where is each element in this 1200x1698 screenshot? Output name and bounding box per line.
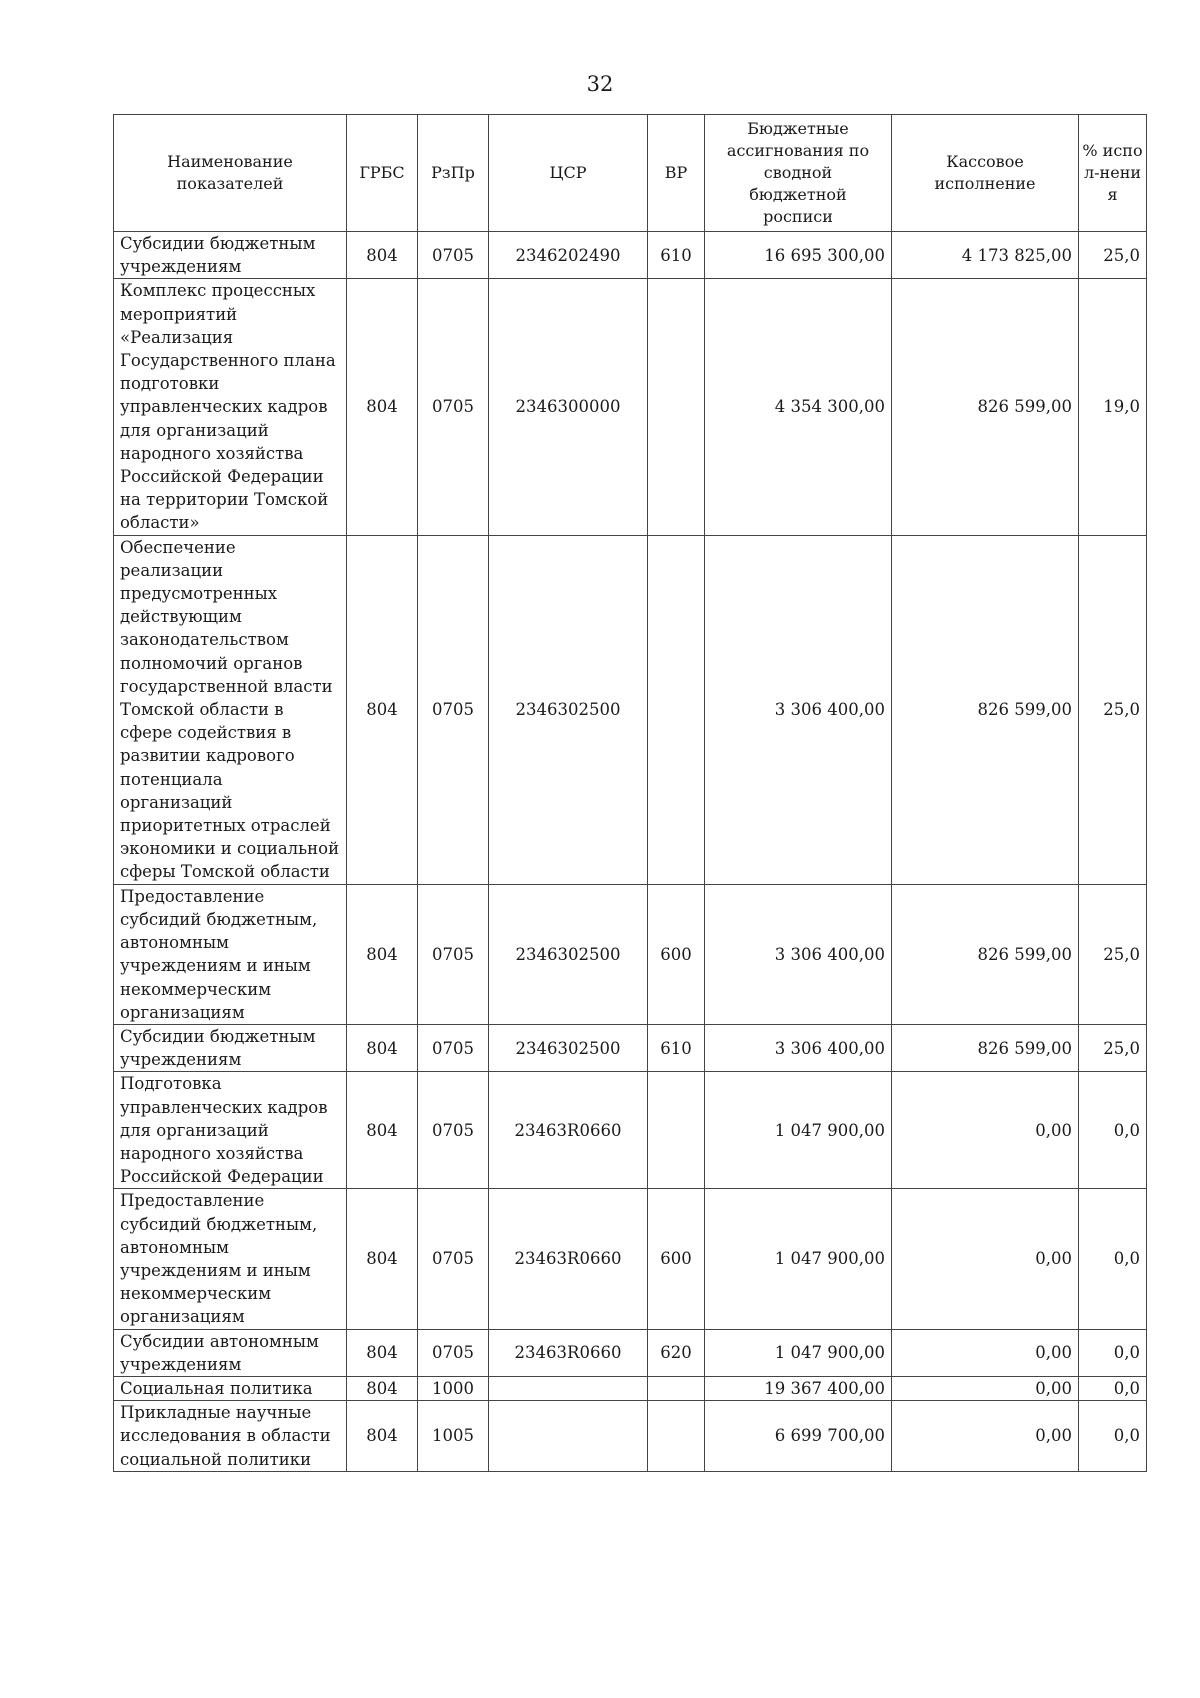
row-csr: 2346300000 xyxy=(489,279,648,535)
table-header-row xyxy=(114,115,1147,232)
row-grbs: 804 xyxy=(347,1024,418,1071)
row-rzpr: 0705 xyxy=(418,1189,489,1329)
row-percent: 25,0 xyxy=(1079,232,1147,279)
row-assigned: 4 354 300,00 xyxy=(705,279,892,535)
row-csr: 2346302500 xyxy=(489,884,648,1024)
header-vr: ВР xyxy=(648,115,705,232)
row-vr: 600 xyxy=(648,884,705,1024)
row-grbs: 804 xyxy=(347,1376,418,1400)
row-name: Обеспечение реализации предусмотренных действующим законодательством полномочий органов государственной власти Томской области в сфере содействия в развитии кадрового потенциала организаций приоритетных отраслей экономики и социальной сферы Томской области xyxy=(114,535,347,884)
row-percent: 0,0 xyxy=(1079,1072,1147,1189)
row-rzpr: 1005 xyxy=(418,1401,489,1472)
row-grbs: 804 xyxy=(347,884,418,1024)
row-executed: 4 173 825,00 xyxy=(892,232,1079,279)
row-vr xyxy=(648,279,705,535)
row-rzpr: 1000 xyxy=(418,1376,489,1400)
row-vr xyxy=(648,1072,705,1189)
row-name: Предоставление субсидий бюджетным, автономным учреждениям и иным некоммерческим организациям xyxy=(114,884,347,1024)
row-percent: 19,0 xyxy=(1079,279,1147,535)
row-percent: 25,0 xyxy=(1079,884,1147,1024)
row-grbs: 804 xyxy=(347,1329,418,1376)
row-grbs: 804 xyxy=(347,232,418,279)
row-rzpr: 0705 xyxy=(418,535,489,884)
row-grbs: 804 xyxy=(347,279,418,535)
row-executed: 0,00 xyxy=(892,1189,1079,1329)
page-number: 32 xyxy=(586,72,614,96)
budget-execution-table xyxy=(113,114,1147,1472)
row-csr: 2346302500 xyxy=(489,1024,648,1071)
header-grbs: ГРБС xyxy=(347,115,418,232)
row-name: Социальная политика xyxy=(114,1376,347,1400)
table-row xyxy=(114,1024,1147,1071)
row-assigned: 6 699 700,00 xyxy=(705,1401,892,1472)
row-executed: 0,00 xyxy=(892,1329,1079,1376)
row-percent: 0,0 xyxy=(1079,1376,1147,1400)
table-row xyxy=(114,279,1147,535)
row-executed: 826 599,00 xyxy=(892,1024,1079,1071)
row-rzpr: 0705 xyxy=(418,1072,489,1189)
table-row xyxy=(114,1189,1147,1329)
table-row xyxy=(114,1376,1147,1400)
row-percent: 0,0 xyxy=(1079,1189,1147,1329)
row-executed: 0,00 xyxy=(892,1072,1079,1189)
table-row xyxy=(114,1329,1147,1376)
row-grbs: 804 xyxy=(347,535,418,884)
table-row xyxy=(114,535,1147,884)
row-rzpr: 0705 xyxy=(418,279,489,535)
row-vr: 620 xyxy=(648,1329,705,1376)
table-row xyxy=(114,232,1147,279)
row-grbs: 804 xyxy=(347,1401,418,1472)
header-assigned: Бюджетные ассигнования по сводной бюджетной росписи xyxy=(705,115,892,232)
row-csr xyxy=(489,1376,648,1400)
row-name: Предоставление субсидий бюджетным, автономным учреждениям и иным некоммерческим организациям xyxy=(114,1189,347,1329)
row-vr: 600 xyxy=(648,1189,705,1329)
row-name: Субсидии бюджетным учреждениям xyxy=(114,232,347,279)
row-percent: 0,0 xyxy=(1079,1401,1147,1472)
row-csr: 2346302500 xyxy=(489,535,648,884)
header-executed: Кассовое исполнение xyxy=(892,115,1079,232)
row-assigned: 19 367 400,00 xyxy=(705,1376,892,1400)
row-grbs: 804 xyxy=(347,1072,418,1189)
row-assigned: 16 695 300,00 xyxy=(705,232,892,279)
row-rzpr: 0705 xyxy=(418,884,489,1024)
row-name: Комплекс процессных мероприятий «Реализация Государственного плана подготовки управленческих кадров для организаций народного хозяйства Российской Федерации на территории Томской области» xyxy=(114,279,347,535)
row-assigned: 1 047 900,00 xyxy=(705,1329,892,1376)
table-row xyxy=(114,884,1147,1024)
table-row xyxy=(114,1401,1147,1472)
row-vr xyxy=(648,1401,705,1472)
row-assigned: 1 047 900,00 xyxy=(705,1072,892,1189)
row-assigned: 3 306 400,00 xyxy=(705,535,892,884)
header-percent: % испол-нения xyxy=(1079,115,1147,232)
table-row xyxy=(114,1072,1147,1189)
row-executed: 826 599,00 xyxy=(892,535,1079,884)
row-vr xyxy=(648,1376,705,1400)
row-name: Субсидии автономным учреждениям xyxy=(114,1329,347,1376)
row-assigned: 1 047 900,00 xyxy=(705,1189,892,1329)
header-csr: ЦСР xyxy=(489,115,648,232)
row-name: Подготовка управленческих кадров для организаций народного хозяйства Российской Федерации xyxy=(114,1072,347,1189)
header-rzpr: РзПр xyxy=(418,115,489,232)
row-csr: 2346202490 xyxy=(489,232,648,279)
row-percent: 25,0 xyxy=(1079,535,1147,884)
row-rzpr: 0705 xyxy=(418,1329,489,1376)
row-percent: 0,0 xyxy=(1079,1329,1147,1376)
header-name: Наименование показателей xyxy=(114,115,347,232)
row-csr xyxy=(489,1401,648,1472)
row-assigned: 3 306 400,00 xyxy=(705,1024,892,1071)
row-executed: 826 599,00 xyxy=(892,279,1079,535)
row-vr: 610 xyxy=(648,1024,705,1071)
row-rzpr: 0705 xyxy=(418,232,489,279)
row-csr: 23463R0660 xyxy=(489,1072,648,1189)
row-vr xyxy=(648,535,705,884)
row-executed: 826 599,00 xyxy=(892,884,1079,1024)
row-rzpr: 0705 xyxy=(418,1024,489,1071)
row-csr: 23463R0660 xyxy=(489,1189,648,1329)
row-vr: 610 xyxy=(648,232,705,279)
row-executed: 0,00 xyxy=(892,1376,1079,1400)
row-csr: 23463R0660 xyxy=(489,1329,648,1376)
row-percent: 25,0 xyxy=(1079,1024,1147,1071)
row-assigned: 3 306 400,00 xyxy=(705,884,892,1024)
row-name: Прикладные научные исследования в области социальной политики xyxy=(114,1401,347,1472)
row-name: Субсидии бюджетным учреждениям xyxy=(114,1024,347,1071)
row-grbs: 804 xyxy=(347,1189,418,1329)
row-executed: 0,00 xyxy=(892,1401,1079,1472)
